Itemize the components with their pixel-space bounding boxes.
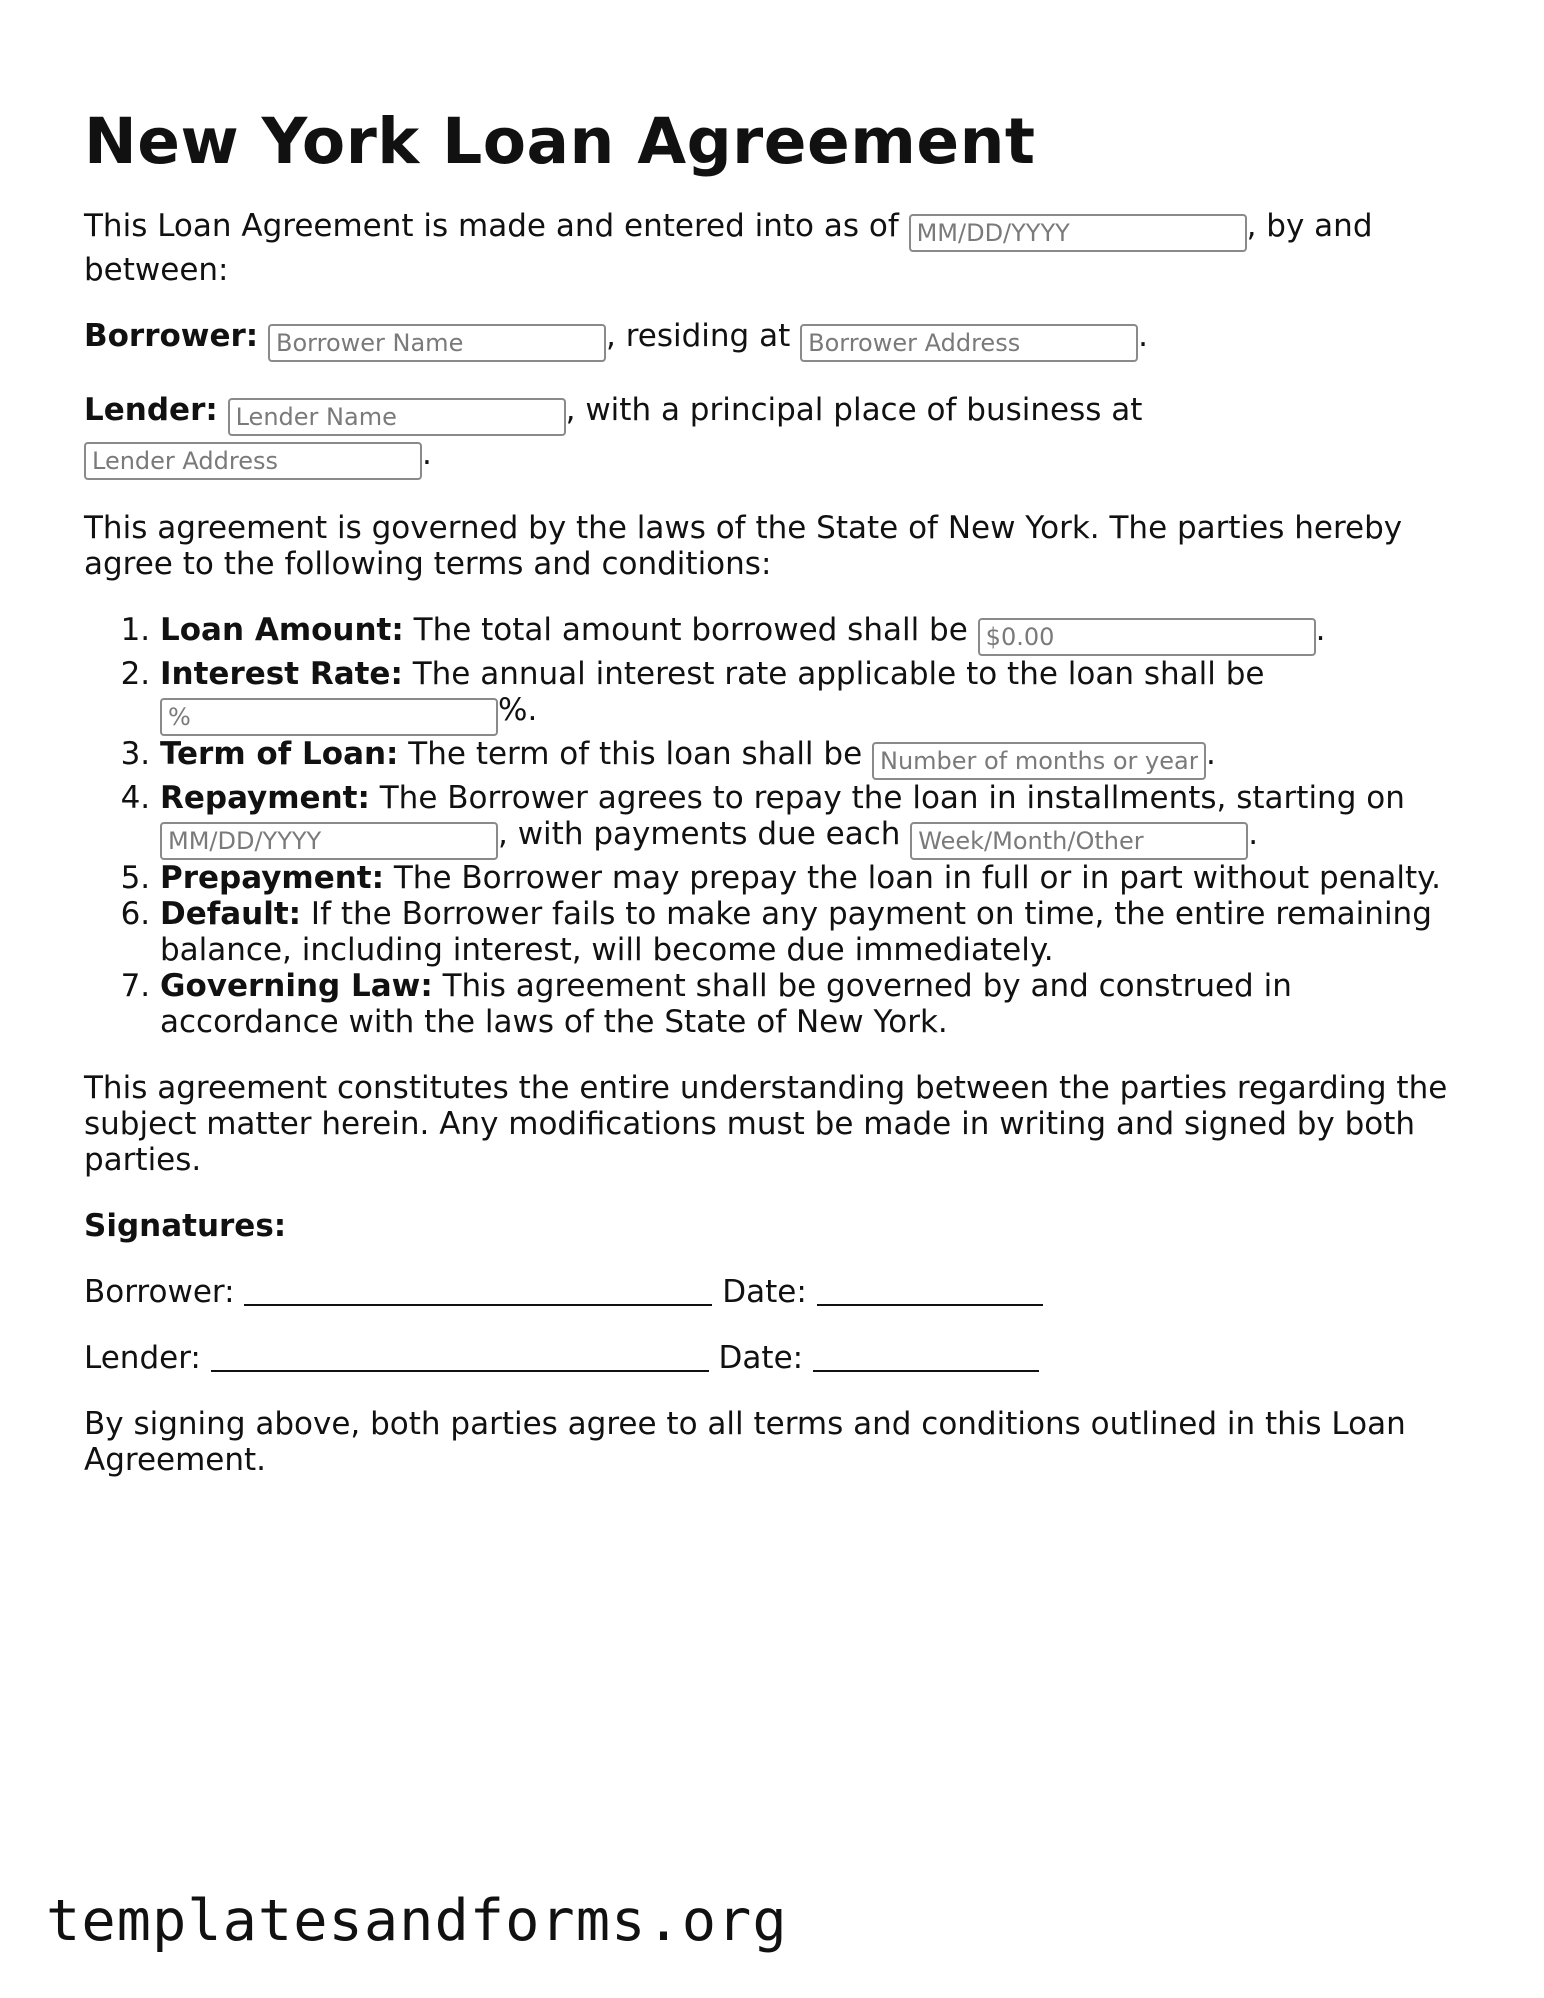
page-title: New York Loan Agreement bbox=[84, 105, 1036, 178]
borrower-label: Borrower: bbox=[84, 318, 259, 354]
term-mid: , with payments due each bbox=[498, 816, 911, 852]
lender-signature-label: Lender: bbox=[84, 1340, 211, 1376]
term-text: The annual interest rate applicable to the loan shall be bbox=[402, 656, 1265, 692]
term-end: %. bbox=[498, 692, 538, 728]
watermark: templatesandforms.org bbox=[46, 1888, 788, 1954]
borrower-date-label: Date: bbox=[712, 1274, 817, 1310]
term-interest-rate bbox=[160, 656, 1464, 736]
terms-list bbox=[84, 612, 1464, 1040]
term-label: Default: bbox=[160, 896, 302, 932]
borrower-signature-line bbox=[84, 1274, 1464, 1310]
lender-address-input[interactable] bbox=[84, 442, 422, 480]
agreement-date-input[interactable] bbox=[909, 214, 1247, 252]
interest-rate-input[interactable] bbox=[160, 698, 498, 736]
borrower-paragraph bbox=[84, 318, 1464, 362]
lender-date-blank[interactable] bbox=[813, 1340, 1039, 1372]
entire-agreement-paragraph: This agreement constitutes the entire understanding between the parties regarding the subject matter herein. Any modifications must be made in writing and signed by both parties. bbox=[84, 1070, 1448, 1178]
term-repayment bbox=[160, 780, 1464, 860]
term-loan-amount bbox=[160, 612, 1464, 656]
term-label: Loan Amount: bbox=[160, 612, 404, 648]
payment-frequency-input[interactable] bbox=[910, 822, 1248, 860]
signatures-heading bbox=[84, 1208, 1464, 1244]
term-label: Repayment: bbox=[160, 780, 370, 816]
loan-term-input[interactable] bbox=[872, 742, 1206, 780]
term-text: The Borrower may prepay the loan in full or in part without penalty. bbox=[384, 860, 1441, 896]
term-governing-law bbox=[160, 968, 1464, 1040]
loan-amount-input[interactable] bbox=[978, 618, 1316, 656]
borrower-mid-text: , residing at bbox=[606, 318, 801, 354]
lender-label: Lender: bbox=[84, 392, 218, 428]
term-text: The term of this loan shall be bbox=[398, 736, 873, 772]
intro-text-before: This Loan Agreement is made and entered into as of bbox=[84, 208, 909, 244]
term-end: . bbox=[1248, 816, 1259, 852]
lender-mid-text: , with a principal place of business at bbox=[565, 392, 1143, 428]
intro-text-after: , by and between: bbox=[84, 208, 1373, 288]
term-text: The total amount borrowed shall be bbox=[403, 612, 978, 648]
borrower-end-text: . bbox=[1138, 318, 1148, 354]
term-prepayment bbox=[160, 860, 1464, 896]
document-page bbox=[84, 104, 1464, 1508]
borrower-signature-label: Borrower: bbox=[84, 1274, 245, 1310]
repayment-start-date-input[interactable] bbox=[160, 822, 498, 860]
term-end: . bbox=[1315, 612, 1326, 648]
governing-intro: This agreement is governed by the laws of the State of New York. The parties hereby agree to the following terms and conditions: bbox=[84, 510, 1403, 582]
term-label: Governing Law: bbox=[160, 968, 433, 1004]
lender-end-text: . bbox=[422, 436, 432, 472]
lender-signature-line bbox=[84, 1340, 1464, 1376]
term-text: If the Borrower fails to make any payment on time, the entire remaining balance, including interest, will become due immediately. bbox=[160, 896, 1432, 968]
intro-paragraph bbox=[84, 208, 1464, 288]
lender-date-label: Date: bbox=[708, 1340, 813, 1376]
lender-paragraph bbox=[84, 392, 1464, 480]
lender-signature-blank[interactable] bbox=[211, 1340, 709, 1372]
term-text: The Borrower agrees to repay the loan in installments, starting on bbox=[369, 780, 1405, 816]
borrower-address-input[interactable] bbox=[800, 324, 1138, 362]
term-text: This agreement shall be governed by and construed in accordance with the laws of the State of New York. bbox=[160, 968, 1292, 1040]
borrower-signature-blank[interactable] bbox=[244, 1274, 712, 1306]
term-term-of-loan bbox=[160, 736, 1464, 780]
signatures-heading-text: Signatures: bbox=[84, 1208, 287, 1244]
borrower-name-input[interactable] bbox=[268, 324, 606, 362]
term-end: . bbox=[1206, 736, 1216, 772]
closing-paragraph: By signing above, both parties agree to all terms and conditions outlined in this Loan Agreement. bbox=[84, 1406, 1406, 1478]
term-label: Term of Loan: bbox=[160, 736, 399, 772]
borrower-date-blank[interactable] bbox=[817, 1274, 1043, 1306]
term-default bbox=[160, 896, 1464, 968]
term-label: Interest Rate: bbox=[160, 656, 403, 692]
lender-name-input[interactable] bbox=[228, 398, 566, 436]
term-label: Prepayment: bbox=[160, 860, 385, 896]
